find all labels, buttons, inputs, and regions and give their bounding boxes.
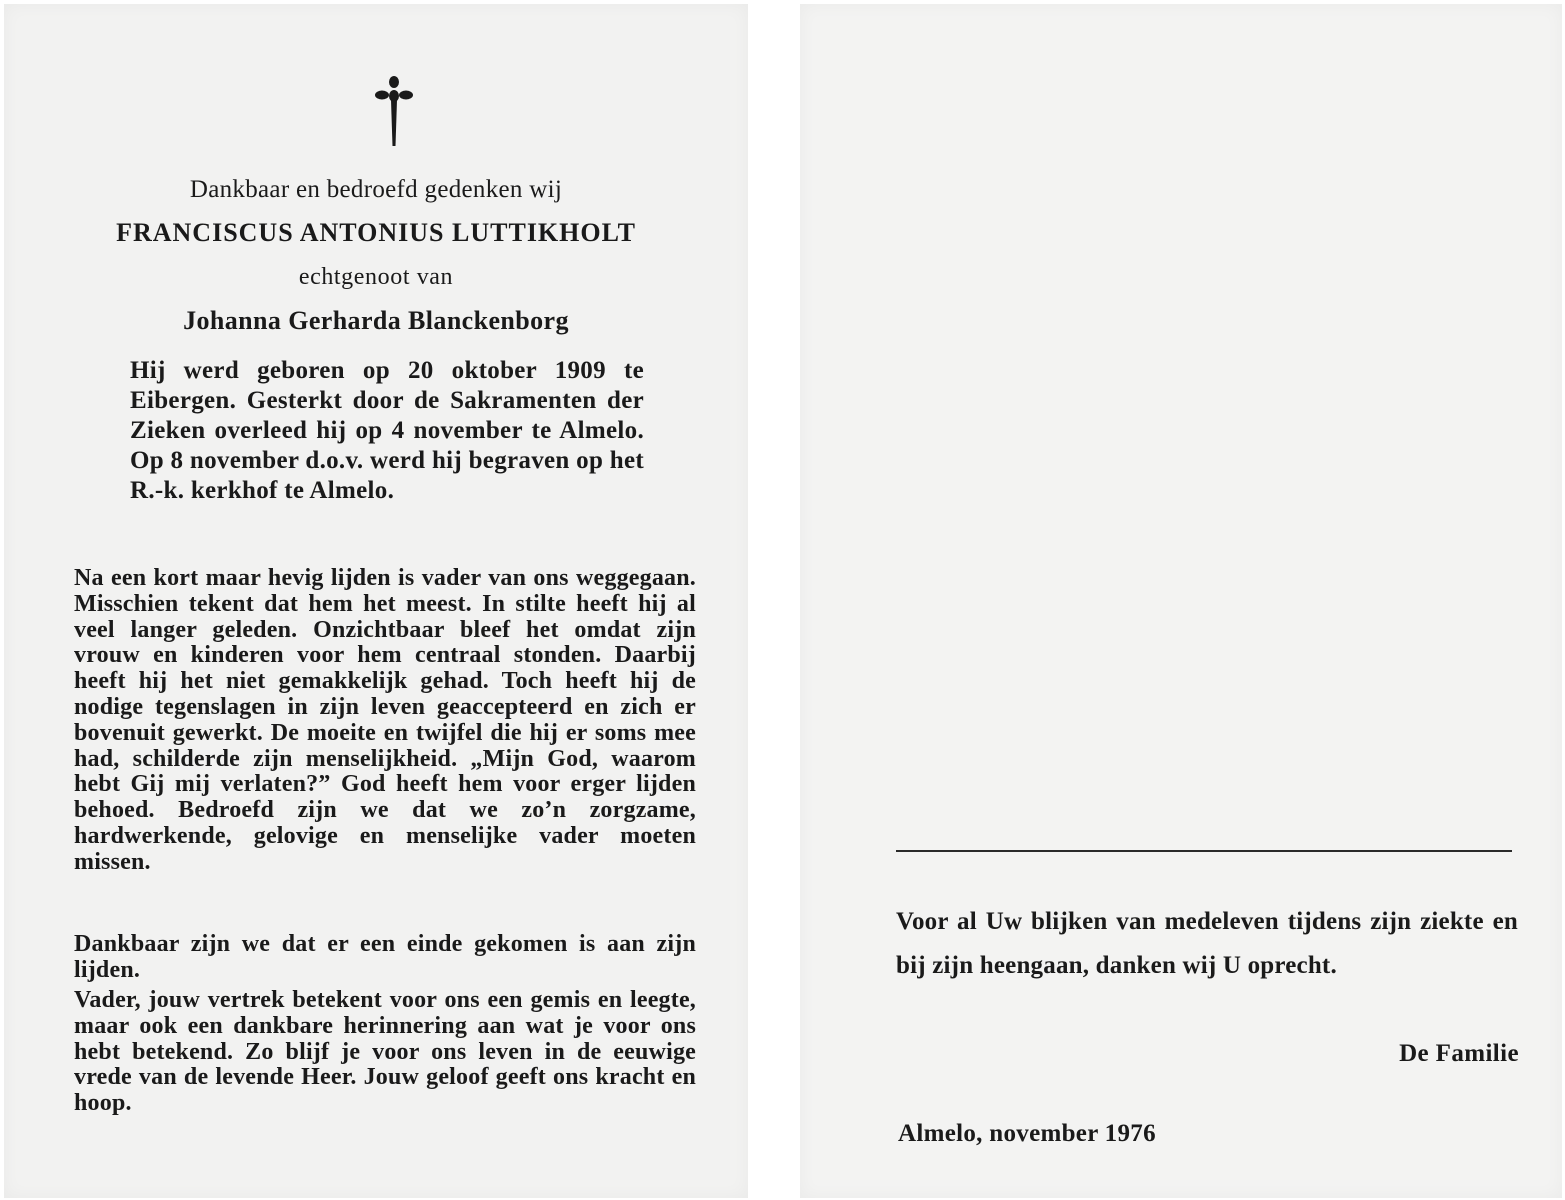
cross-icon [374,76,414,148]
biography: Hij werd geboren op 20 oktober 1909 te Eibergen. Gesterkt door de Sakramenten der Zieken overleed hij op 4 november te Almelo. Op 8 november d.o.v. werd hij begraven op het R.-k. kerkhof te Almelo. [130,357,644,504]
memorial-paragraph: Vader, jouw vertrek betekent voor ons een gemis en leegte, maar ook een dankbare herinnering aan wat je voor ons hebt betekend. Zo blijf je voor ons leven in de eeuwige vrede van de levende Heer. Jouw geloof geeft ons kracht en hoop. [74,987,696,1117]
spouse-label: echtgenoot van [298,264,454,290]
memorial-paragraph: Na een kort maar hevig lijden is vader van ons weggegaan. Misschien tekent dat hem het meest. In stilte heeft hij al veel langer geleden. Onzichtbaar bleef het omdat zijn vrouw en kinderen voor hem centraal stonden. Daarbij heeft hij het niet gemakkelijk gehad. Toch heeft hij de nodige tegenslagen in zijn leven geaccepteerd en zich er bovenuit gewerkt. De moeite en twijfel die hij er soms mee had, schilderde zijn menselijkheid. „Mijn God, waarom hebt Gij mij verlaten?” God heeft hem voor erger lijden behoed. Bedroefd zijn we dat we zo’n zorgzame, hardwerkende, gelovige en menselijke vader moeten missen. [74,565,696,875]
divider-line [896,850,1512,852]
signature: De Familie [1399,1040,1519,1067]
intro-line: Dankbaar en bedroefd gedenken wij [189,176,563,203]
memorial-card-front [4,4,748,1198]
deceased-name: FRANCISCUS ANTONIUS LUTTIKHOLT [116,218,636,247]
memorial-card-back [800,4,1562,1198]
spouse-name: Johanna Gerharda Blanckenborg [183,306,569,335]
thanks-text: Voor al Uw blijken van medeleven tijdens zijn ziekte en bij zijn heengaan, danken wij U oprecht. [896,908,1518,979]
place-date: Almelo, november 1976 [898,1120,1156,1147]
memorial-paragraph: Dankbaar zijn we dat er een einde gekomen is aan zijn lijden. [74,931,696,983]
